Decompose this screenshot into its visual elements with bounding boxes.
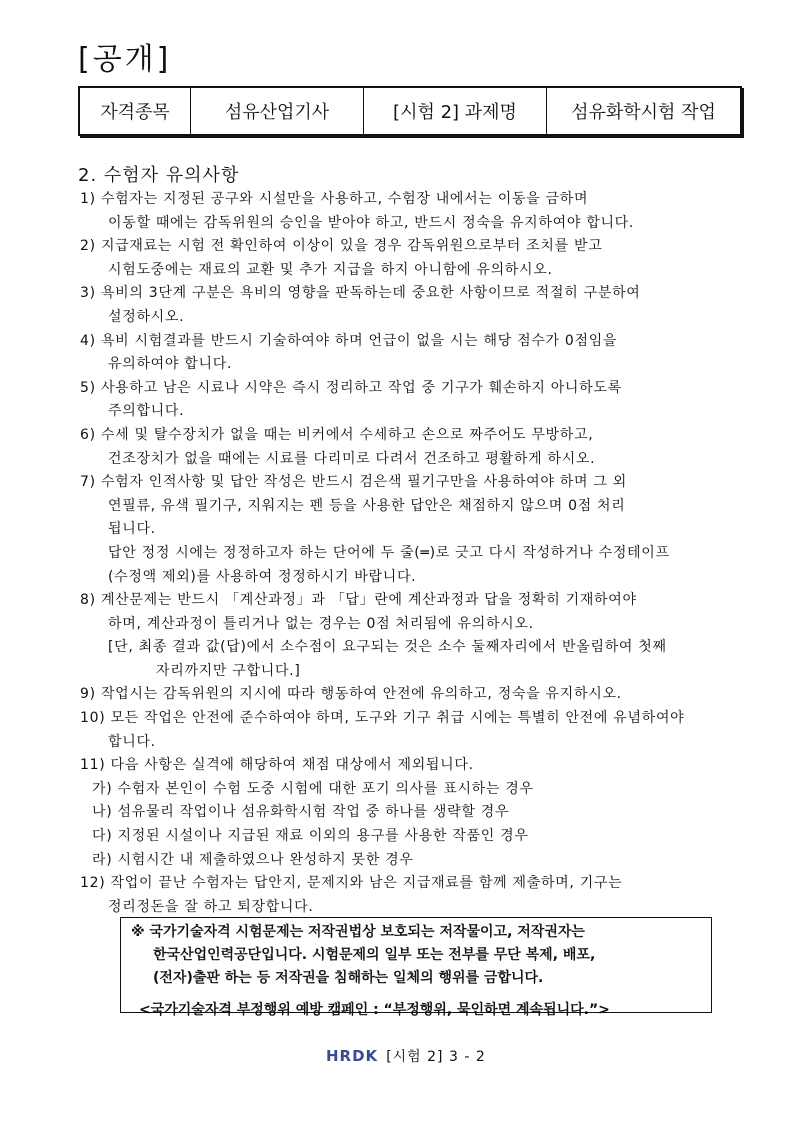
note-number: 8) [80, 592, 96, 609]
note-line [80, 282, 770, 306]
note-line [80, 235, 770, 259]
note-line: 정리정돈을 잘 하고 퇴장합니다. [108, 898, 314, 915]
note-line: 이동할 때에는 감독위원의 승인을 받아야 하고, 반드시 정숙을 유지하여야 합니다. [108, 214, 635, 231]
note-number: 2) [80, 238, 96, 255]
disqualification-item: 나) 섬유물리 작업이나 섬유화학시험 작업 중 하나를 생략할 경우 [92, 804, 510, 821]
note-line [80, 188, 770, 212]
note-text: 지급재료는 시험 전 확인하여 이상이 있을 경우 감독위원으로부터 조치를 받고 [100, 238, 603, 255]
note-line [80, 377, 770, 401]
note-number: 1) [80, 191, 96, 207]
note-item [80, 754, 770, 872]
note-item [80, 589, 770, 683]
note-condition-line: [단, 최종 결과 값(답)에서 소수점이 요구되는 것은 소수 둘째자리에서 반올림하여 첫째 [108, 639, 667, 656]
note-line [80, 471, 770, 495]
note-item [80, 330, 770, 377]
note-text: 욕비의 3단계 구분은 욕비의 영향을 판독하는데 중요한 사항이므로 적절히 구분하여 [100, 285, 641, 302]
qualification-label: 자격종목 [79, 87, 191, 135]
note-line [80, 683, 770, 707]
note-line [80, 872, 770, 896]
note-text: 욕비 시험결과를 반드시 기술하여야 하며 언급이 없을 시는 해당 점수가 0점임을 [100, 332, 618, 349]
note-text: 작업이 끝난 수험자는 답안지, 문제지와 남은 지급재료를 함께 제출하며, 기구는 [110, 875, 623, 892]
note-text: 사용하고 남은 시료나 시약은 즉시 정리하고 작업 중 기구가 훼손하지 아니하도록 [100, 379, 622, 396]
copyright-line-1: ※ 국가기술자격 시험문제는 저작권법상 보호되는 저작물이고, 저작권자는 [131, 924, 585, 940]
note-line: 건조장치가 없을 때에는 시료를 다리미로 다려서 건조하고 평활하게 하시오. [108, 450, 596, 467]
note-item [80, 282, 770, 329]
task-label: [시험 2] 과제명 [364, 87, 547, 135]
note-number: 5) [80, 379, 96, 396]
note-line: (수정액 제외)를 사용하여 정정하시기 바랍니다. [108, 568, 417, 585]
note-item [80, 377, 770, 424]
note-item [80, 471, 770, 589]
page-footer [326, 1046, 486, 1066]
exam-info-table [78, 86, 742, 136]
disqualification-item: 라) 시험시간 내 제출하였으나 완성하지 못한 경우 [92, 851, 414, 868]
note-line: 연필류, 유색 필기구, 지워지는 펜 등을 사용한 답안은 채점하지 않으며 0점 처리 [108, 497, 626, 514]
note-line [80, 424, 770, 448]
note-text: 다음 사항은 실격에 해당하여 채점 대상에서 제외됩니다. [110, 757, 474, 774]
note-item [80, 707, 770, 754]
note-number: 12) [80, 875, 106, 892]
note-line: 합니다. [108, 733, 156, 750]
note-item [80, 683, 770, 707]
note-text: 수세 및 탈수장치가 없을 때는 비커에서 수세하고 손으로 짜주어도 무방하고, [100, 426, 594, 443]
note-text: 수험자 인적사항 및 답안 작성은 반드시 검은색 필기구만을 사용하여야 하며 그 외 [100, 474, 627, 491]
note-line: 시험도중에는 재료의 교환 및 추가 지급을 하지 아니함에 유의하시오. [108, 261, 553, 278]
note-line: 하며, 계산과정이 틀리거나 없는 경우는 0점 처리됨에 유의하시오. [108, 615, 534, 632]
task-value: 섬유화학시험 작업 [547, 87, 742, 135]
copyright-line-3: (전자)출판 하는 등 저작권을 침해하는 일체의 행위를 금합니다. [153, 970, 544, 986]
note-number: 11) [80, 757, 106, 774]
note-line: 유의하여야 합니다. [108, 356, 233, 373]
qualification-value: 섬유산업기사 [191, 87, 364, 135]
note-text: 계산문제는 반드시 「계산과정」과 「답」란에 계산과정과 답을 정확히 기재하여야 [100, 592, 637, 609]
note-line [80, 707, 770, 731]
note-number: 9) [80, 686, 96, 703]
note-number: 4) [80, 332, 96, 349]
note-line: 주의합니다. [108, 403, 185, 420]
disqualification-item: 가) 수험자 본인이 수험 도중 시험에 대한 포기 의사를 표시하는 경우 [92, 780, 534, 797]
note-item [80, 872, 770, 919]
notes-list [80, 188, 770, 919]
note-number: 6) [80, 426, 96, 443]
section-title: 2. 수험자 유의사항 [78, 165, 240, 186]
note-item [80, 424, 770, 471]
copyright-line-2: 한국산업인력공단입니다. 시험문제의 일부 또는 전부를 무단 복제, 배포, [153, 947, 596, 963]
hrdk-logo: HRDK [326, 1047, 379, 1065]
note-number: 7) [80, 474, 96, 491]
note-text: 작업시는 감독위원의 지시에 따라 행동하여 안전에 유의하고, 정숙을 유지하시오. [100, 686, 622, 703]
campaign-text: <국가기술자격 부정행위 예방 캠페인 : “부정행위, 묵인하면 계속됩니다.”> [139, 1002, 610, 1018]
disqualification-item: 다) 지정된 시설이나 지급된 재료 이외의 용구를 사용한 작품인 경우 [92, 828, 529, 845]
note-item [80, 235, 770, 282]
note-text: 모든 작업은 안전에 준수하여야 하며, 도구와 기구 취급 시에는 특별히 안전에 유념하여야 [110, 710, 685, 727]
note-line: 답안 정정 시에는 정정하고자 하는 단어에 두 줄(═)로 긋고 다시 작성하거나 수정테이프 [108, 544, 670, 561]
note-line [80, 589, 770, 613]
note-line [80, 754, 770, 778]
note-line: 설정하시오. [108, 308, 185, 325]
note-item [80, 188, 770, 235]
note-line: 됩니다. [108, 521, 156, 538]
note-text: 수험자는 지정된 공구와 시설만을 사용하고, 수험장 내에서는 이동을 금하며 [100, 191, 589, 207]
note-number: 10) [80, 710, 106, 727]
public-tag: [공개] [78, 42, 172, 77]
note-condition-line: 자리까지만 구합니다.] [156, 662, 301, 679]
note-number: 3) [80, 285, 96, 302]
note-line [80, 330, 770, 354]
copyright-notice [120, 917, 712, 1018]
page-number: [시험 2] 3 - 2 [386, 1049, 486, 1065]
